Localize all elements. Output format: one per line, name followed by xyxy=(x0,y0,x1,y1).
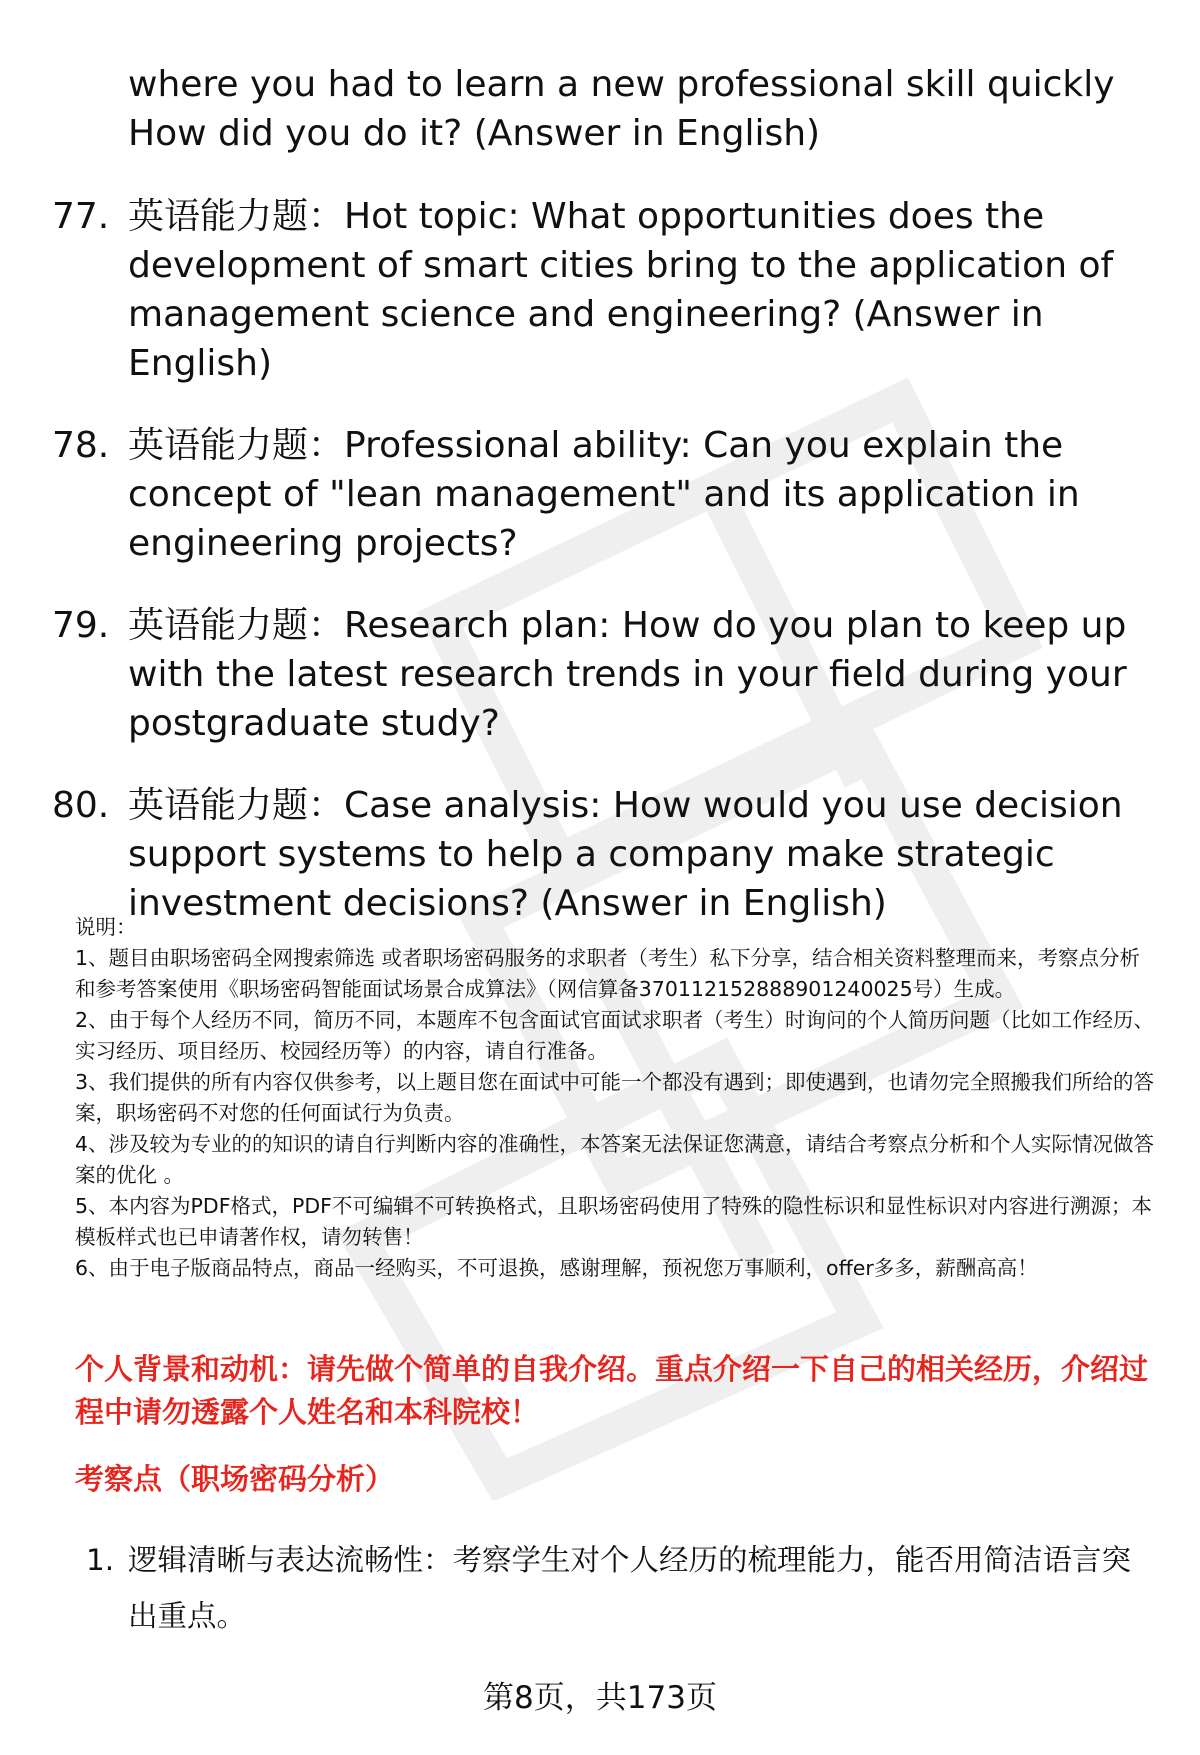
question-list xyxy=(52,192,1172,961)
note-item: 6、由于电子版商品特点，商品一经购买，不可退换，感谢理解，预祝您万事顺利，offer多多，薪酬高高！ xyxy=(75,1256,1038,1280)
question-item xyxy=(52,601,1172,748)
note-item: 2、由于每个人经历不同，简历不同，本题库不包含面试官面试求职者（考生）时询问的个人简历问题（比如工作经历、实习经历、项目经历、校园经历等）的内容，请自行准备。 xyxy=(75,1008,1155,1063)
question-number: 80. xyxy=(52,785,110,826)
page-footer: 第8页，共173页 xyxy=(483,1680,717,1716)
analysis-points xyxy=(86,1532,1156,1644)
analysis-point xyxy=(86,1532,1156,1644)
question-text: 英语能力题：Hot topic: What opportunities does the development of smart cities bring to the application of management science and engineering? (Answer in English) xyxy=(128,196,1114,384)
question-76-continuation: where you had to learn a new professional skill quickly How did you do it? (Answer in English) xyxy=(128,64,1115,154)
question-number: 78. xyxy=(52,425,110,466)
question-item xyxy=(52,192,1172,388)
analysis-heading: 考察点（职场密码分析） xyxy=(75,1462,395,1496)
note-item: 3、我们提供的所有内容仅供参考，以上题目您在面试中可能一个都没有遇到；即使遇到，也请勿完全照搬我们所给的答案，职场密码不对您的任何面试行为负责。 xyxy=(75,1070,1155,1125)
notes-title: 说明： xyxy=(75,915,137,939)
question-item xyxy=(52,781,1172,928)
question-text: 英语能力题：Professional ability: Can you explain the concept of "lean management" and its application in engineering projects? xyxy=(128,425,1080,564)
question-number: 79. xyxy=(52,605,110,646)
note-item: 5、本内容为PDF格式，PDF不可编辑不可转换格式，且职场密码使用了特殊的隐性标识和显性标识对内容进行溯源；本模板样式也已申请著作权，请勿转售！ xyxy=(75,1194,1152,1249)
note-item: 4、涉及较为专业的的知识的请自行判断内容的准确性，本答案无法保证您满意，请结合考察点分析和个人实际情况做答案的优化 。 xyxy=(75,1132,1155,1187)
analysis-point-number: 1. xyxy=(86,1543,115,1577)
question-text: 英语能力题：Research plan: How do you plan to keep up with the latest research trends in your field during your postgraduate study? xyxy=(128,605,1127,744)
note-item: 1、题目由职场密码全网搜索筛选 或者职场密码服务的求职者（考生）私下分享，结合相关资料整理而来，考察点分析和参考答案使用《职场密码智能面试场景合成算法》（网信算备370112152888901240025号）生成。 xyxy=(75,946,1141,1001)
question-number: 77. xyxy=(52,196,110,237)
highlight-question: 个人背景和动机：请先做个简单的自我介绍。重点介绍一下自己的相关经历，介绍过程中请勿透露个人姓名和本科院校！ xyxy=(75,1352,1149,1429)
question-text: 英语能力题：Case analysis: How would you use decision support systems to help a company make strategic investment decisions? (Answer in English) xyxy=(128,785,1123,924)
question-item xyxy=(52,421,1172,568)
disclaimer-notes xyxy=(75,912,1155,1284)
analysis-point-text: 逻辑清晰与表达流畅性：考察学生对个人经历的梳理能力，能否用简洁语言突出重点。 xyxy=(128,1543,1132,1633)
